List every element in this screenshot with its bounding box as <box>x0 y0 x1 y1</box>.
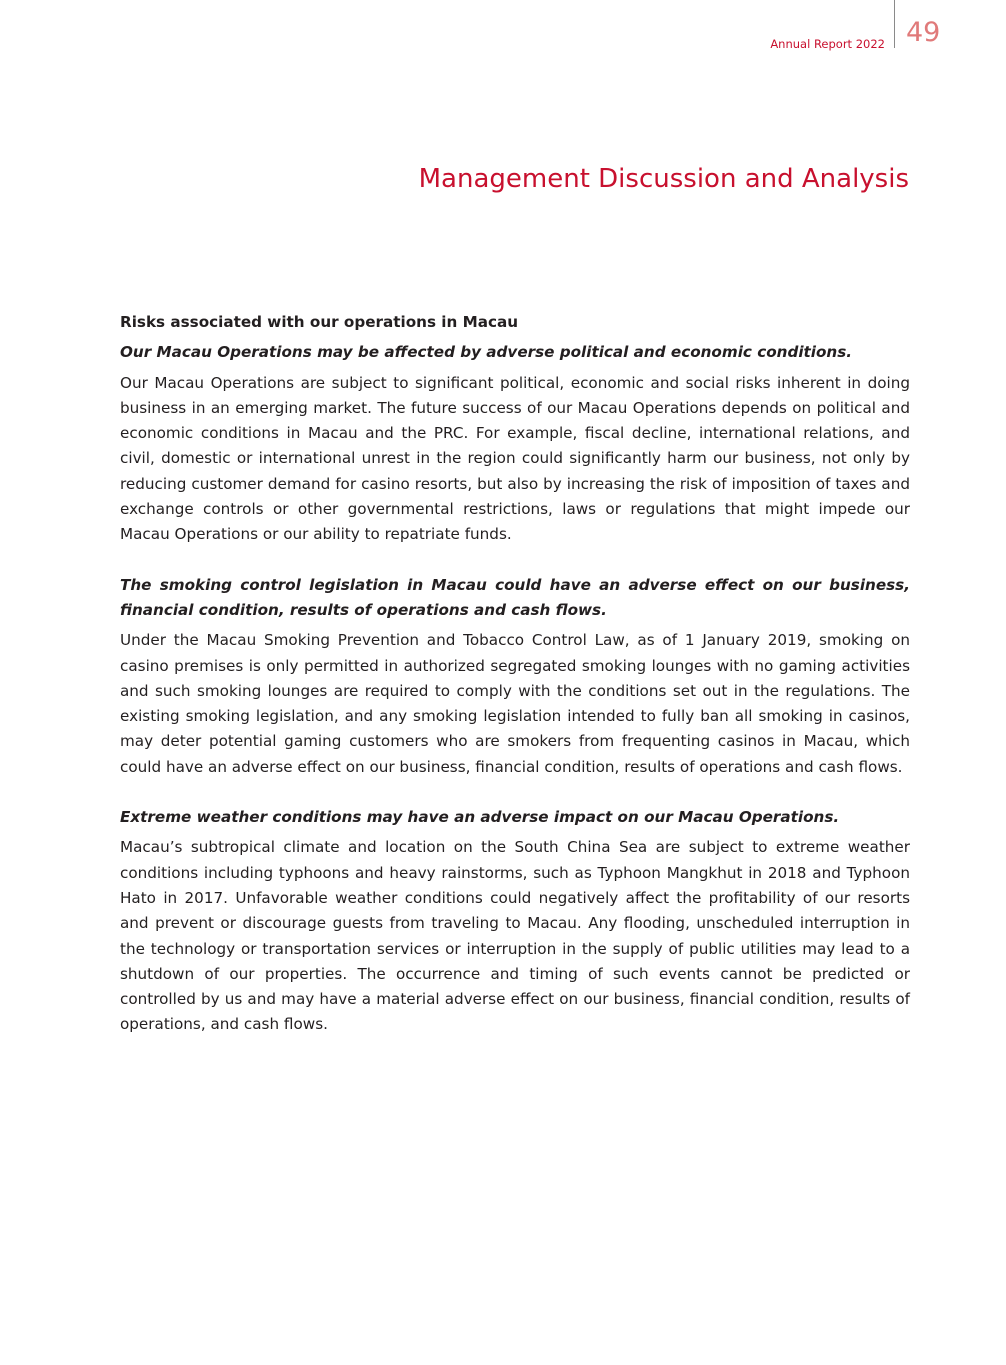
risk-section-heading: Risks associated with our operations in Macau <box>120 313 519 331</box>
risk-block-smoking <box>120 573 910 780</box>
risk-subheading: The smoking control legislation in Macau could have an adverse effect on our business, financial condition, results of operations and cash flows. <box>120 575 910 619</box>
risk-subheading: Our Macau Operations may be affected by adverse political and economic conditions. <box>120 343 853 362</box>
page-number: 49 <box>906 17 941 48</box>
report-label: Annual Report 2022 <box>770 37 885 51</box>
risk-paragraph: Under the Macau Smoking Prevention and Tobacco Control Law, as of 1 January 2019, smoking on casino premises is only permitted in authorized segregated smoking lounges with no gaming activities and such smoking lounges are required to comply with the conditions set out in the regulations. The existing smoking legislation, and any smoking legislation intended to fully ban all smoking in casinos, may deter potential gaming customers who are smokers from frequenting casinos in Macau, which could have an adverse effect on our business, financial condition, results of operations and cash flows. <box>120 631 910 776</box>
risk-paragraph: Macau’s subtropical climate and location on the South China Sea are subject to extreme weather conditions including typhoons and heavy rainstorms, such as Typhoon Mangkhut in 2018 and Typhoon Hato in 2017. Unfavorable weather conditions could negatively affect the profitability of our resorts and prevent or discourage guests from traveling to Macau. Any flooding, unscheduled interruption in the technology or transportation services or interruption in the supply of public utilities may lead to a shutdown of our properties. The occurrence and timing of such events cannot be predicted or controlled by us and may have a material adverse effect on our business, financial condition, results of operations, and cash flows. <box>120 838 910 1034</box>
section-title: Management Discussion and Analysis <box>418 164 909 194</box>
risk-block-political <box>120 340 910 547</box>
header-divider <box>894 0 895 48</box>
spacer <box>120 780 910 805</box>
risk-block-weather <box>120 805 910 1038</box>
risk-paragraph: Our Macau Operations are subject to significant political, economic and social risks inherent in doing business in an emerging market. The future success of our Macau Operations depends on political and economic conditions in Macau and the PRC. For example, fiscal decline, international relations, and civil, domestic or international unrest in the region could significantly harm our business, not only by reducing customer demand for casino resorts, but also by increasing the risk of imposition of taxes and exchange controls or other governmental restrictions, laws or regulations that might impede our Macau Operations or our ability to repatriate funds. <box>120 373 910 544</box>
risk-subheading: Extreme weather conditions may have an adverse impact on our Macau Operations. <box>120 808 840 827</box>
main-content <box>120 310 910 1038</box>
spacer <box>120 548 910 573</box>
